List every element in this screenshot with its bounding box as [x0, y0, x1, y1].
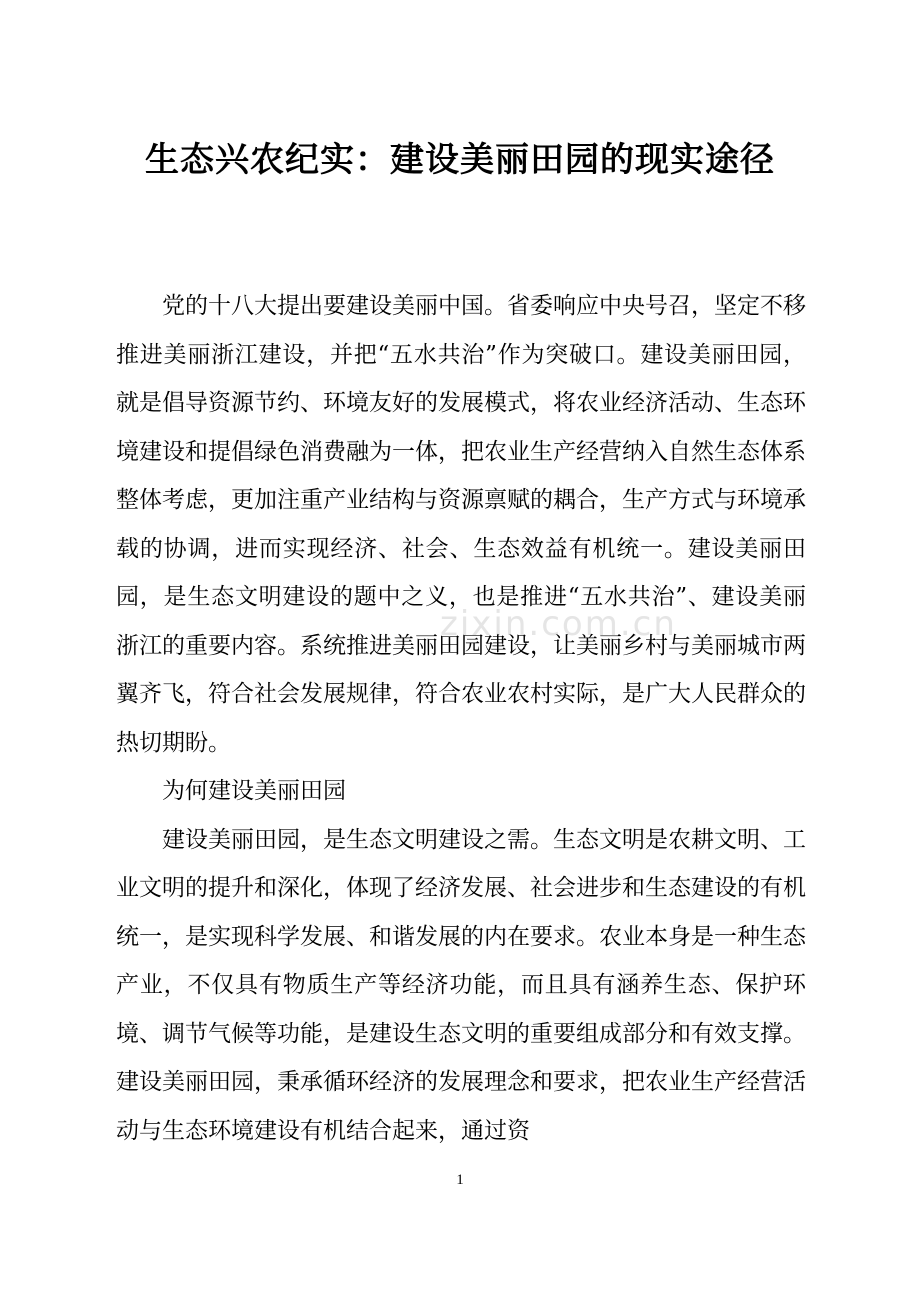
paragraph-ecological-civilization: 建设美丽田园，是生态文明建设之需。生态文明是农耕文明、工业文明的提升和深化，体现了经济发展、社会进步和生态建设的有机统一，是实现科学发展、和谐发展的内在要求。农业本身是一种生态产业，不仅具有物质生产等经济功能，而且具有涵养生态、保护环境、调节气候等功能，是建设生态文明的重要组成部分和有效支撑。建设美丽田园，秉承循环经济的发展理念和要求，把农业生产经营活动与生态环境建设有机结合起来，通过资: [116, 826, 806, 1144]
watermark: zixin.com.cn: [440, 604, 677, 644]
document-title: 生态兴农纪实：建设美丽田园的现实途径: [145, 140, 775, 180]
page-number: 1: [456, 1172, 464, 1188]
paragraph-intro: 党的十八大提出要建设美丽中国。省委响应中央号召，坚定不移推进美丽浙江建设，并把“五水共治”作为突破口。建设美丽田园，就是倡导资源节约、环境友好的发展模式，将农业经济活动、生态环境建设和提倡绿色消费融为一体，把农业生产经营纳入自然生态体系整体考虑，更加注重产业结构与资源禀赋的耦合，生产方式与环境承载的协调，进而实现经济、社会、生态效益有机统一。建设美丽田园，是生态文明建设的题中之义，也是推进“五水共治”、建设美丽浙江的重要内容。系统推进美丽田园建设，让美丽乡村与美丽城市两翼齐飞，符合社会发展规律，符合农业农村实际，是广大人民群众的热切期盼。: [116, 293, 806, 756]
section-heading: 为何建设美丽田园: [162, 778, 346, 804]
document-body: [116, 282, 806, 1155]
